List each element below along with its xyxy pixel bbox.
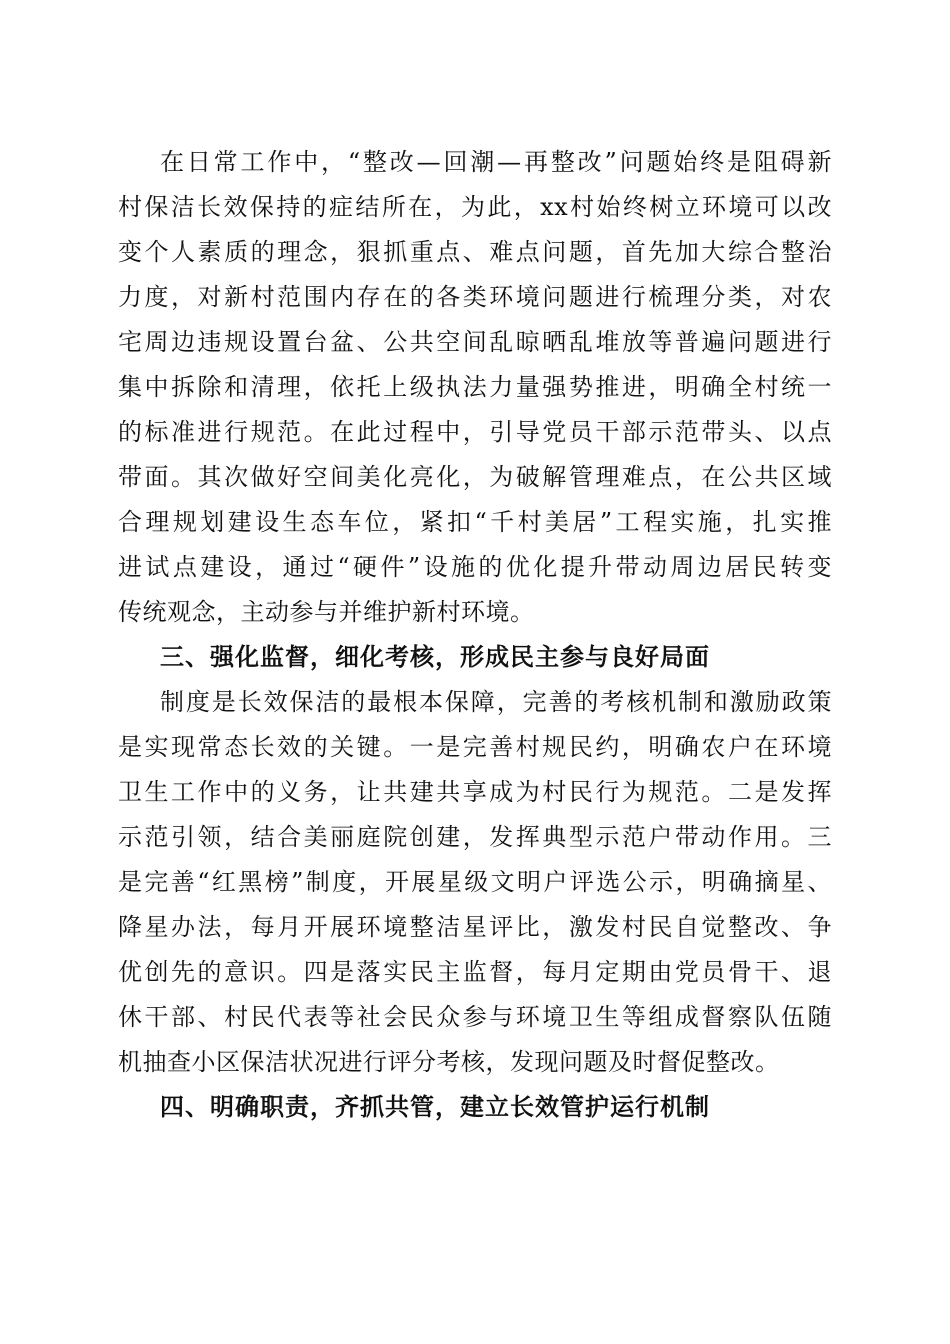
paragraph-line: 合理规划建设生态车位，紧扣“千村美居”工程实施，扎实推 (118, 508, 832, 536)
paragraph-line: 村保洁长效保持的症结所在，为此，xx村始终树立环境可以改 (118, 193, 832, 221)
paragraph-line: 降星办法，每月开展环境整洁星评比，激发村民自觉整改、争 (118, 913, 832, 941)
section-heading-three: 三、强化监督，细化考核，形成民主参与良好局面 (160, 643, 710, 671)
paragraph-line: 传统观念，主动参与并维护新村环境。 (118, 598, 535, 626)
paragraph-line: 制度是长效保洁的最根本保障，完善的考核机制和激励政策 (160, 688, 832, 716)
paragraph-line: 卫生工作中的义务，让共建共享成为村民行为规范。二是发挥 (118, 778, 832, 806)
paragraph-line: 力度，对新村范围内存在的各类环境问题进行梳理分类，对农 (118, 283, 832, 311)
paragraph-line: 进试点建设，通过“硬件”设施的优化提升带动周边居民转变 (118, 553, 832, 581)
paragraph-line: 变个人素质的理念，狠抓重点、难点问题，首先加大综合整治 (118, 238, 832, 266)
paragraph-line: 的标准进行规范。在此过程中，引导党员干部示范带头、以点 (118, 418, 832, 446)
paragraph-line: 优创先的意识。四是落实民主监督，每月定期由党员骨干、退 (118, 958, 832, 986)
section-heading-four: 四、明确职责，齐抓共管，建立长效管护运行机制 (160, 1093, 710, 1121)
paragraph-line: 宅周边违规设置台盆、公共空间乱晾晒乱堆放等普遍问题进行 (118, 328, 832, 356)
paragraph-line: 在日常工作中，“整改—回潮—再整改”问题始终是阻碍新 (160, 148, 832, 176)
paragraph-line: 示范引领，结合美丽庭院创建，发挥典型示范户带动作用。三 (118, 823, 832, 851)
paragraph-line: 带面。其次做好空间美化亮化，为破解管理难点，在公共区域 (118, 463, 832, 491)
paragraph-line: 集中拆除和清理，依托上级执法力量强势推进，明确全村统一 (118, 373, 832, 401)
paragraph-line: 是实现常态长效的关键。一是完善村规民约，明确农户在环境 (118, 733, 832, 761)
paragraph-line: 是完善“红黑榜”制度，开展星级文明户评选公示，明确摘星、 (118, 868, 832, 896)
paragraph-line: 休干部、村民代表等社会民众参与环境卫生等组成督察队伍随 (118, 1003, 832, 1031)
paragraph-line: 机抽查小区保洁状况进行评分考核，发现问题及时督促整改。 (118, 1048, 780, 1076)
